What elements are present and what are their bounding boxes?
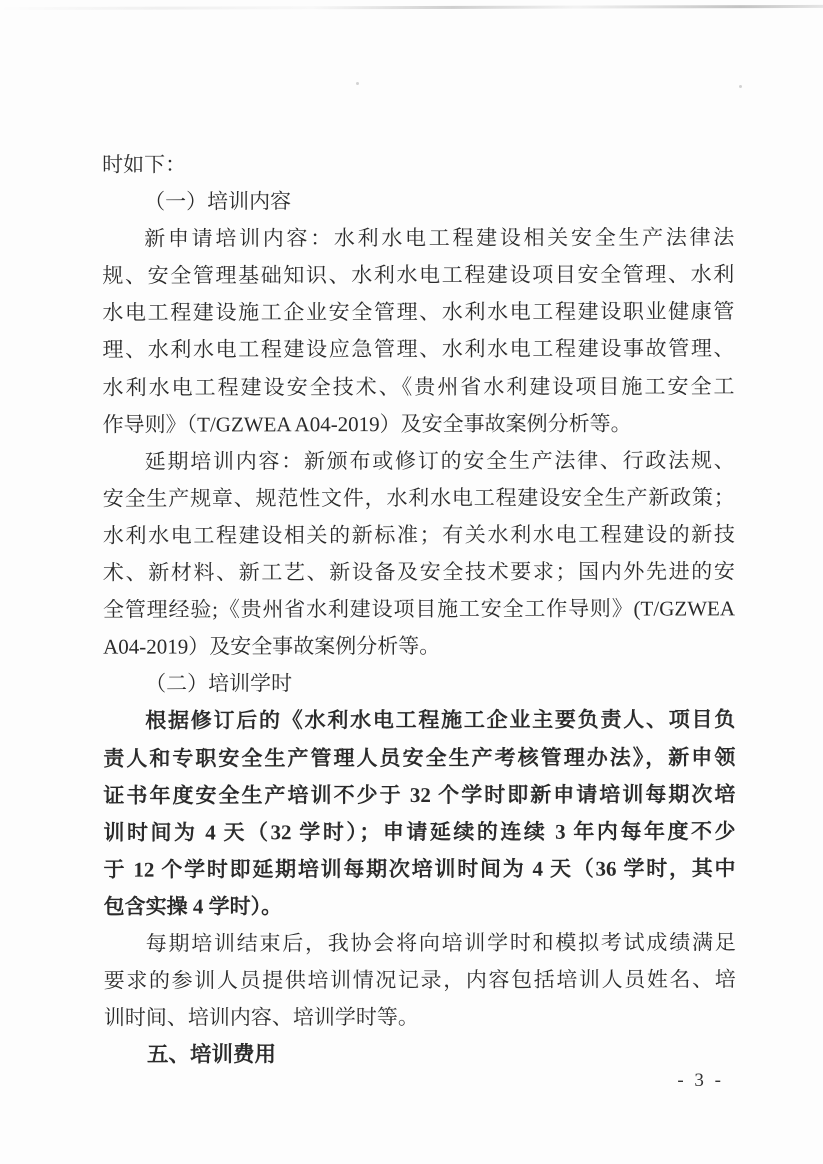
continuation-line (102, 145, 734, 183)
text-line: 安全生产规章、规范性文件，水利水电工程建设安全生产新政策； (102, 485, 735, 511)
text-line: 新申请培训内容：水利水电工程建设相关安全生产法律法 (144, 225, 735, 251)
text-line: 根据修订后的《水利水电工程施工企业主要负责人、项目负 (145, 707, 736, 733)
text-line: 证书年度安全生产培训不少于 32 个学时即新申请培训每期次培 (103, 781, 736, 808)
text-line: 五、培训费用 (146, 1042, 276, 1067)
text-line: （二）培训学时 (145, 671, 293, 696)
scan-speck (739, 85, 742, 88)
text-line: 术、新材料、新工艺、新设备及安全技术要求；国内外先进的安 (102, 559, 735, 585)
text-line: 时如下： (102, 152, 187, 177)
text-block (102, 145, 736, 1074)
text-line: 责人和专职安全生产管理人员安全生产考核管理办法》，新申领 (103, 744, 736, 771)
text-line: 作导则》（T/GZWEA A04-2019）及安全事故案例分析等。 (102, 411, 632, 437)
heading-training-fees (104, 1036, 736, 1074)
text-line: 延期培训内容：新颁布或修订的安全生产法律、行政法规、 (144, 448, 735, 474)
text-line: 于 12 个学时即延期培训每期次培训时间为 4 天（36 学时，其中 (103, 856, 736, 882)
text-line: 全管理经验;《贵州省水利建设项目施工安全工作导则》(T/GZWEA (102, 596, 736, 622)
text-line: 水利水电工程建设安全技术、《贵州省水利建设项目施工安全工 (102, 373, 735, 400)
paragraph-training-record (104, 924, 736, 1037)
text-line: 理、水利水电工程建设应急管理、水利水电工程建设事故管理、 (102, 336, 735, 363)
scan-speck (356, 82, 359, 85)
text-line: 要求的参训人员提供培训情况记录，内容包括培训人员姓名、培 (103, 967, 736, 993)
text-line: 包含实操 4 学时）。 (103, 894, 283, 919)
paragraph-new-application-training (102, 220, 734, 444)
text-line: （一）培训内容 (144, 189, 292, 214)
paragraph-training-hours (103, 702, 735, 926)
text-line: 水电工程建设施工企业安全管理、水利水电工程建设职业健康管 (102, 299, 735, 326)
text-line: A04-2019）及安全事故案例分析等。 (103, 634, 441, 659)
text-line: 训时间、培训内容、培训学时等。 (103, 1005, 419, 1030)
text-line: 水利水电工程建设相关的新标准；有关水利水电工程建设的新技 (102, 522, 735, 548)
page-number: - 3 - (677, 1070, 724, 1091)
text-line: 每期培训结束后，我协会将向培训学时和模拟考试成绩满足 (145, 930, 736, 956)
subheading-training-hours (103, 665, 735, 703)
subheading-training-content (102, 182, 734, 220)
scan-artifact-line (0, 5, 823, 10)
paragraph-renewal-training (103, 442, 735, 666)
text-line: 规、安全管理基础知识、水利水电工程建设项目安全管理、水利 (102, 262, 735, 288)
text-line: 训时间为 4 天（32 学时）；申请延续的连续 3 年内每年度不少 (103, 819, 736, 845)
